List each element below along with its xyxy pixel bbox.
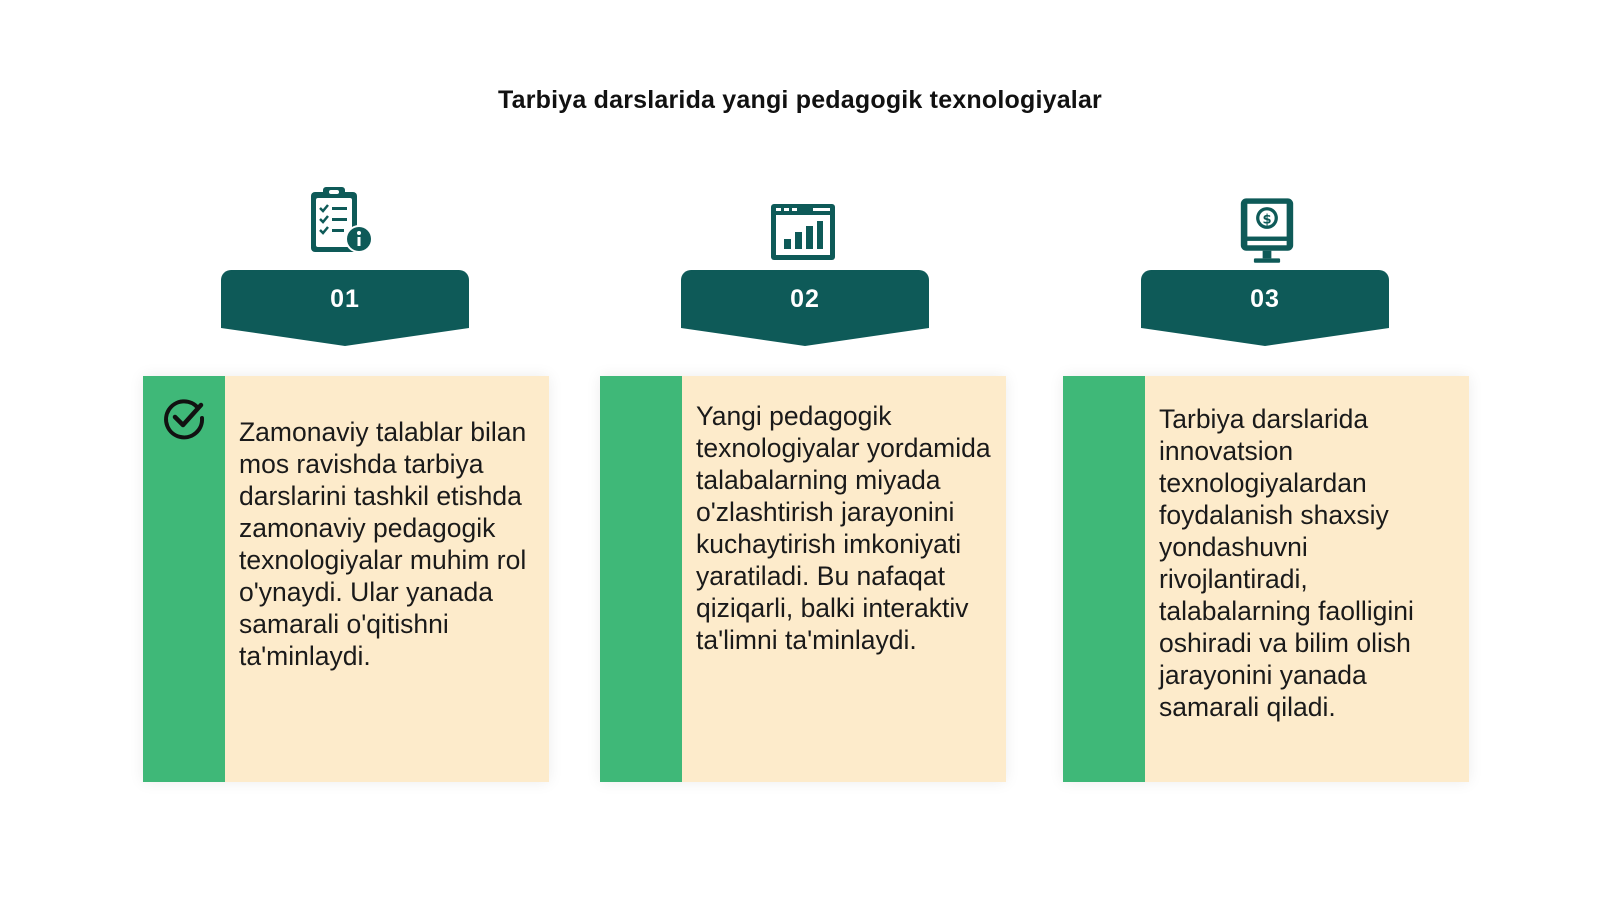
step-card-02 [600,376,1006,782]
card-accent-bar [1063,376,1145,782]
step-number: 01 [330,285,360,313]
step-badge-03 [1141,270,1389,348]
step-text: Zamonaviy talablar bilan mos ravishda tarbiya darslarini tashkil etishda zamonaviy pedagogik texnologiyalar muhim rol o'ynaydi. Ular yanada samarali o'qitishni ta'minlaydi. [239,417,527,671]
svg-text:$: $ [1262,212,1272,228]
step-card-03 [1063,376,1469,782]
step-badge-02 [681,270,929,348]
step-card-01 [143,376,549,782]
clipboard-checklist-info-icon [305,186,375,258]
step-number: 02 [790,285,820,313]
step-number: 03 [1250,285,1280,313]
monitor-dollar-icon [1232,194,1302,266]
diagram-title: Tarbiya darslarida yangi pedagogik texnologiyalar [498,86,1102,114]
bar-chart-window-icon [768,196,838,268]
step-text: Tarbiya darslarida innovatsion texnologiyalardan foydalanish shaxsiy yondashuvni rivojlantiradi, talabalarning faolligini oshiradi va bilim olish jarayonini yanada samarali qiladi. [1159,404,1414,722]
step-badge-01 [221,270,469,348]
step-text: Yangi pedagogik texnologiyalar yordamida talabalarning miyada o'zlashtirish jarayonini kuchaytirish imkoniyati yaratiladi. Bu nafaqat qiziqarli, balki interaktiv ta'limni ta'minlaydi. [696,401,991,655]
check-circle-icon [160,394,208,442]
card-accent-bar [600,376,682,782]
